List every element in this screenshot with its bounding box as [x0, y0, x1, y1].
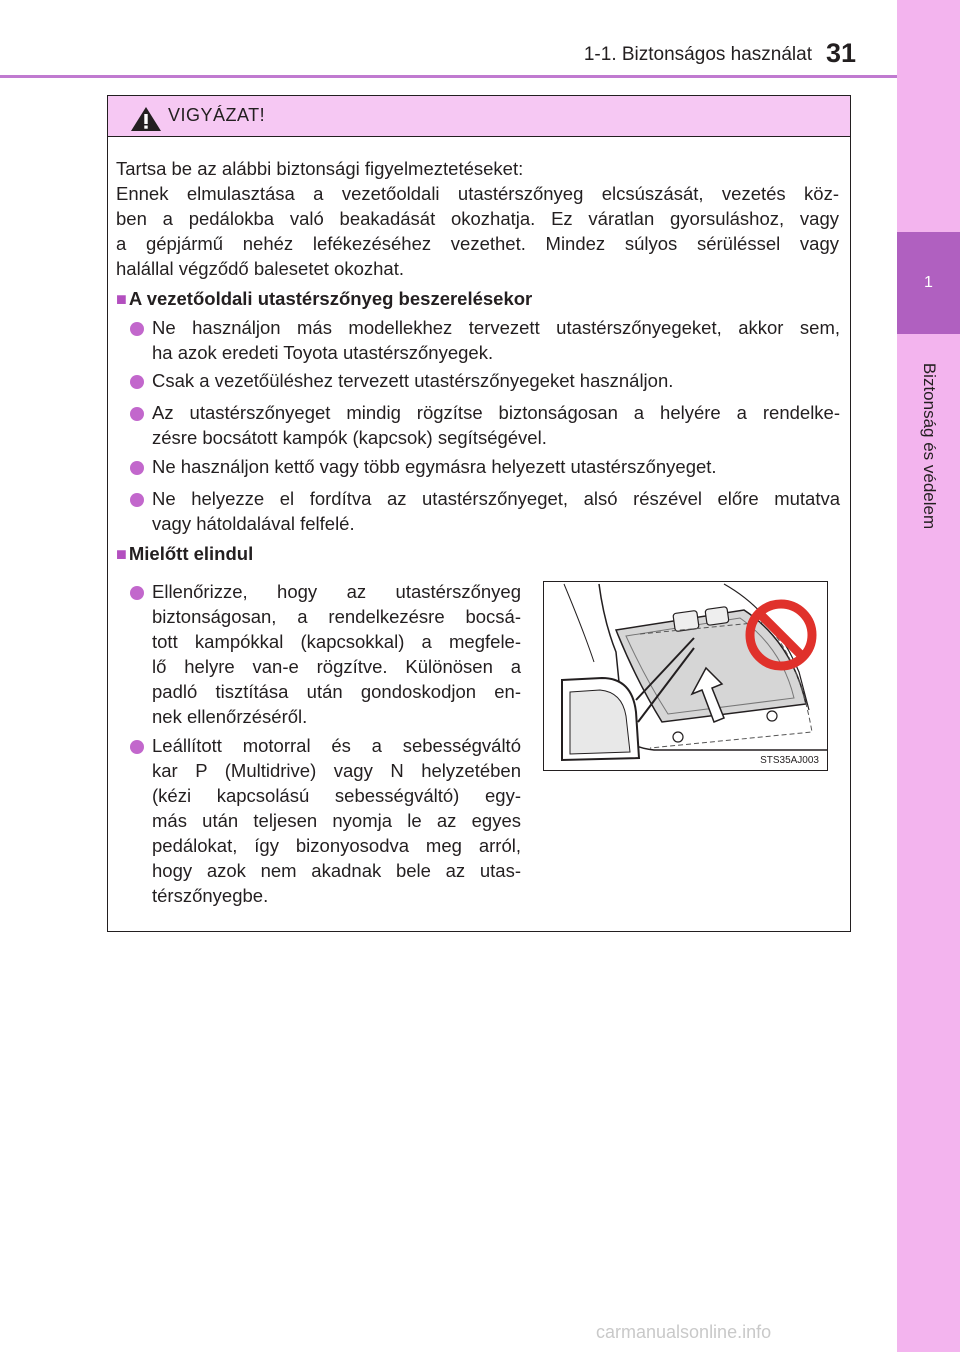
bullet-line: hogy azok nem akadnak bele az utas-: [152, 860, 521, 881]
intro-line: a gépjármű nehéz lefékezéséhez vezethet. Mindez súlyos sérüléssel vagy: [116, 233, 839, 254]
bullet-line: zésre bocsátott kampók (kapcsok) segítségével.: [152, 427, 547, 448]
bullet-line: ha azok eredeti Toyota utastérszőnyegek.: [152, 342, 494, 363]
bullet-line: Ne használjon más modellekhez tervezett utastérszőnyegeket, akkor sem,: [152, 317, 840, 338]
bullet-dot-icon: [130, 322, 144, 336]
section-heading-text: A vezetőoldali utastérszőnyeg beszerelésekor: [128, 288, 533, 309]
intro-line: Ennek elmulasztása a vezetőoldali utastérszőnyeg elcsúszását, vezetés köz-: [116, 183, 839, 204]
chapter-title: Biztonság és védelem: [920, 362, 939, 530]
page-number: 31: [826, 38, 857, 68]
bullet-line: Leállított motorral és a sebességváltó: [152, 735, 521, 756]
bullet-line: biztonságosan, a rendelkezésre bocsá-: [152, 606, 521, 627]
chapter-number: 1: [924, 274, 933, 291]
bullet-line: térszőnyegbe.: [152, 885, 269, 906]
warning-title: VIGYÁZAT!: [168, 105, 266, 125]
chapter-number-tab[interactable]: [897, 232, 960, 334]
section-heading: [116, 542, 253, 566]
bullet-line: Ne használjon kettő vagy több egymásra helyezett utastérszőnyeget.: [152, 456, 717, 477]
intro-line: Tartsa be az alábbi biztonsági figyelmeztetéseket:: [116, 158, 524, 179]
bullet-dot-icon: [130, 586, 144, 600]
bullet-line: Az utastérszőnyeget mindig rögzítse biztonságosan a helyére a rendelke-: [152, 402, 840, 423]
bullet-dot-icon: [130, 461, 144, 475]
section-heading: [116, 287, 532, 311]
bullet-line: nek ellenőrzéséről.: [152, 706, 308, 727]
header-rule: [0, 75, 897, 78]
bullet-dot-icon: [130, 407, 144, 421]
bullet-line: tott kampókkal (kapcsokkal) a megfele-: [152, 631, 521, 652]
bullet-line: lő helyre van-e rögzítve. Különösen a: [152, 656, 521, 677]
figure-code: STS35AJ003: [760, 755, 819, 766]
bullet-dot-icon: [130, 740, 144, 754]
watermark: carmanualsonline.info: [596, 1322, 772, 1342]
chapter-side-tab: [897, 0, 960, 1352]
bullet-line: Csak a vezetőüléshez tervezett utastérszőnyegeket használjon.: [152, 370, 674, 391]
bullet-line: vagy hátoldalával felfelé.: [152, 513, 355, 534]
warning-triangle-icon: [130, 106, 162, 132]
section-heading-text: Mielőtt elindul: [128, 543, 254, 564]
square-bullet-icon: ■: [116, 544, 127, 564]
bullet-line: pedálokat, így bizonyosodva meg arról,: [152, 835, 521, 856]
intro-line: ben a pedálokba való beakadását okozhatja. Ez váratlan gyorsuláshoz, vagy: [116, 208, 839, 229]
bullet-line: (kézi kapcsolású sebességváltó) egy-: [152, 785, 521, 806]
floor-mat-drawing: [544, 582, 827, 770]
square-bullet-icon: ■: [116, 289, 127, 309]
warning-header: [108, 96, 850, 137]
bullet-line: kar P (Multidrive) vagy N helyzetében: [152, 760, 521, 781]
bullet-line: más után teljesen nyomja le az egyes: [152, 810, 521, 831]
section-title: 1-1. Biztonságos használat: [583, 44, 812, 65]
bullet-dot-icon: [130, 375, 144, 389]
bullet-line: padló tisztítása után gondoskodjon en-: [152, 681, 521, 702]
bullet-line: Ne helyezze el fordítva az utastérszőnyeget, alsó részével előre mutatva: [152, 488, 840, 509]
bullet-line: Ellenőrizze, hogy az utastérszőnyeg: [152, 581, 521, 602]
intro-line: halállal végződő balesetet okozhat.: [116, 258, 404, 279]
bullet-dot-icon: [130, 493, 144, 507]
floor-mat-illustration: [543, 581, 828, 771]
